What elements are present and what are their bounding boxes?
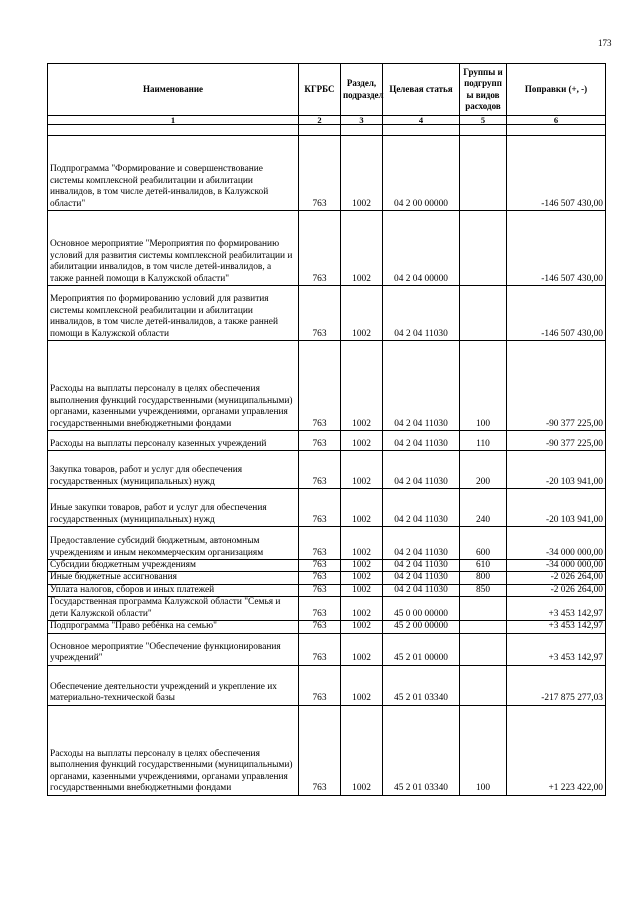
budget-amendments-table <box>47 63 606 796</box>
cell-kgrbs: 763 <box>299 286 341 341</box>
table-row <box>48 705 606 795</box>
cell-section: 1002 <box>341 341 383 431</box>
cell-amount: -34 000 000,00 <box>507 527 606 560</box>
cell-target: 04 2 04 11030 <box>383 431 460 451</box>
cell-name: Расходы на выплаты персоналу в целях обеспечения выполнения функций государственными (муниципальными) органами, казенными учреждениями, органами управления государственными внебюджетными фондами <box>48 341 299 431</box>
cell-kgrbs: 763 <box>299 572 341 584</box>
cell-name: Субсидии бюджетным учреждениям <box>48 560 299 572</box>
cell-section: 1002 <box>341 572 383 584</box>
table-row <box>48 527 606 560</box>
cell-name: Закупка товаров, работ и услуг для обеспечения государственных (муниципальных) нужд <box>48 451 299 489</box>
cell-group: 800 <box>460 572 507 584</box>
empty-cell <box>507 125 606 136</box>
cell-target: 04 2 04 11030 <box>383 527 460 560</box>
empty-cell <box>341 125 383 136</box>
cell-section: 1002 <box>341 451 383 489</box>
cell-amount: -90 377 225,00 <box>507 431 606 451</box>
cell-section: 1002 <box>341 597 383 621</box>
col-number: 5 <box>460 116 507 125</box>
cell-kgrbs: 763 <box>299 431 341 451</box>
cell-kgrbs: 763 <box>299 451 341 489</box>
cell-name: Обеспечение деятельности учреждений и укрепление их материально-технической базы <box>48 665 299 705</box>
cell-kgrbs: 763 <box>299 211 341 286</box>
table-row <box>48 341 606 431</box>
cell-amount: +3 453 142,97 <box>507 633 606 665</box>
cell-section: 1002 <box>341 489 383 527</box>
cell-kgrbs: 763 <box>299 705 341 795</box>
header-kgrbs: КГРБС <box>299 64 341 116</box>
col-number: 3 <box>341 116 383 125</box>
cell-section: 1002 <box>341 286 383 341</box>
cell-target: 04 2 04 11030 <box>383 489 460 527</box>
cell-target: 04 2 04 11030 <box>383 584 460 596</box>
table-row <box>48 597 606 621</box>
cell-section: 1002 <box>341 621 383 633</box>
cell-target: 04 2 04 11030 <box>383 572 460 584</box>
cell-group: 240 <box>460 489 507 527</box>
cell-name: Иные закупки товаров, работ и услуг для обеспечения государственных (муниципальных) нужд <box>48 489 299 527</box>
cell-target: 45 2 01 03340 <box>383 665 460 705</box>
cell-kgrbs: 763 <box>299 597 341 621</box>
spacer-row <box>48 125 606 136</box>
cell-group <box>460 597 507 621</box>
cell-kgrbs: 763 <box>299 489 341 527</box>
empty-cell <box>299 125 341 136</box>
empty-cell <box>383 125 460 136</box>
table-row <box>48 621 606 633</box>
cell-kgrbs: 763 <box>299 584 341 596</box>
cell-name: Основное мероприятие "Мероприятия по формированию условий для развития системы комплексной реабилитации и абилитации инвалидов, в том числе детей-инвалидов, а также ранней помощи в Калужской области" <box>48 211 299 286</box>
cell-group: 110 <box>460 431 507 451</box>
table-header-row <box>48 64 606 116</box>
cell-group: 600 <box>460 527 507 560</box>
cell-section: 1002 <box>341 211 383 286</box>
table-row <box>48 136 606 211</box>
cell-group: 100 <box>460 705 507 795</box>
cell-group <box>460 211 507 286</box>
col-number: 1 <box>48 116 299 125</box>
cell-kgrbs: 763 <box>299 633 341 665</box>
cell-target: 45 2 00 00000 <box>383 621 460 633</box>
table-row <box>48 560 606 572</box>
cell-section: 1002 <box>341 527 383 560</box>
cell-amount: -146 507 430,00 <box>507 211 606 286</box>
page-number: 173 <box>598 38 612 48</box>
cell-group <box>460 286 507 341</box>
cell-group: 200 <box>460 451 507 489</box>
cell-section: 1002 <box>341 431 383 451</box>
cell-name: Расходы на выплаты персоналу в целях обеспечения выполнения функций государственными (муниципальными) органами, казенными учреждениями, органами управления государственными внебюджетными фондами <box>48 705 299 795</box>
cell-amount: -2 026 264,00 <box>507 584 606 596</box>
cell-amount: -2 026 264,00 <box>507 572 606 584</box>
cell-section: 1002 <box>341 584 383 596</box>
empty-cell <box>460 125 507 136</box>
cell-name: Основное мероприятие "Обеспечение функционирования учреждений" <box>48 633 299 665</box>
cell-amount: -146 507 430,00 <box>507 136 606 211</box>
cell-amount: +3 453 142,97 <box>507 621 606 633</box>
table-row <box>48 286 606 341</box>
cell-kgrbs: 763 <box>299 527 341 560</box>
header-name: Наименование <box>48 64 299 116</box>
cell-target: 45 2 01 00000 <box>383 633 460 665</box>
cell-target: 04 2 00 00000 <box>383 136 460 211</box>
cell-target: 04 2 04 11030 <box>383 560 460 572</box>
cell-section: 1002 <box>341 560 383 572</box>
cell-section: 1002 <box>341 665 383 705</box>
cell-group <box>460 665 507 705</box>
cell-name: Государственная программа Калужской области "Семья и дети Калужской области" <box>48 597 299 621</box>
table-row <box>48 431 606 451</box>
table-row <box>48 211 606 286</box>
cell-amount: -90 377 225,00 <box>507 341 606 431</box>
cell-group: 100 <box>460 341 507 431</box>
cell-section: 1002 <box>341 136 383 211</box>
col-number: 6 <box>507 116 606 125</box>
empty-cell <box>48 125 299 136</box>
cell-target: 04 2 04 11030 <box>383 451 460 489</box>
cell-target: 04 2 04 11030 <box>383 286 460 341</box>
table-row <box>48 584 606 596</box>
cell-amount: -217 875 277,03 <box>507 665 606 705</box>
cell-group <box>460 621 507 633</box>
table-row <box>48 572 606 584</box>
cell-amount: -20 103 941,00 <box>507 489 606 527</box>
cell-name: Уплата налогов, сборов и иных платежей <box>48 584 299 596</box>
cell-kgrbs: 763 <box>299 341 341 431</box>
header-amendments: Поправки (+, -) <box>507 64 606 116</box>
cell-name: Иные бюджетные ассигнования <box>48 572 299 584</box>
cell-amount: -20 103 941,00 <box>507 451 606 489</box>
cell-amount: -146 507 430,00 <box>507 286 606 341</box>
cell-group: 850 <box>460 584 507 596</box>
cell-target: 04 2 04 00000 <box>383 211 460 286</box>
column-number-row <box>48 116 606 125</box>
cell-kgrbs: 763 <box>299 665 341 705</box>
cell-name: Предоставление субсидий бюджетным, автономным учреждениям и иным некоммерческим организациям <box>48 527 299 560</box>
cell-target: 45 2 01 03340 <box>383 705 460 795</box>
header-groups: Группы и подгрупп ы видов расходов <box>460 64 507 116</box>
cell-name: Расходы на выплаты персоналу казенных учреждений <box>48 431 299 451</box>
cell-group: 610 <box>460 560 507 572</box>
cell-target: 45 0 00 00000 <box>383 597 460 621</box>
col-number: 4 <box>383 116 460 125</box>
table-row <box>48 633 606 665</box>
cell-target: 04 2 04 11030 <box>383 341 460 431</box>
cell-amount: -34 000 000,00 <box>507 560 606 572</box>
cell-kgrbs: 763 <box>299 621 341 633</box>
cell-kgrbs: 763 <box>299 136 341 211</box>
cell-name: Мероприятия по формированию условий для развития системы комплексной реабилитации и абилитации инвалидов, в том числе детей-инвалидов, а также ранней помощи в Калужской области <box>48 286 299 341</box>
header-section: Раздел, подраздел <box>341 64 383 116</box>
cell-section: 1002 <box>341 705 383 795</box>
cell-kgrbs: 763 <box>299 560 341 572</box>
cell-amount: +3 453 142,97 <box>507 597 606 621</box>
header-target: Целевая статья <box>383 64 460 116</box>
table-row <box>48 665 606 705</box>
cell-section: 1002 <box>341 633 383 665</box>
table-row <box>48 451 606 489</box>
cell-group <box>460 136 507 211</box>
cell-amount: +1 223 422,00 <box>507 705 606 795</box>
cell-name: Подпрограмма "Право ребёнка на семью" <box>48 621 299 633</box>
cell-group <box>460 633 507 665</box>
col-number: 2 <box>299 116 341 125</box>
cell-name: Подпрограмма "Формирование и совершенствование системы комплексной реабилитации и абилитации инвалидов, в том числе детей-инвалидов, в Калужской области" <box>48 136 299 211</box>
table-row <box>48 489 606 527</box>
